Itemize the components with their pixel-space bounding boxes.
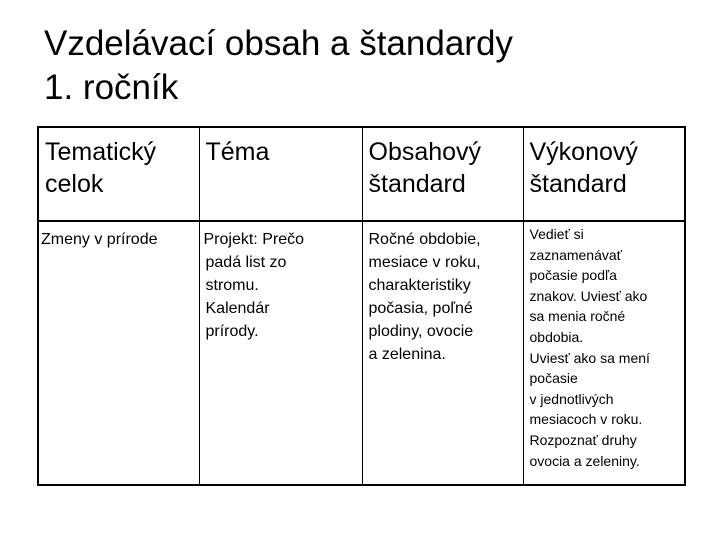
tema-line: stromu. — [205, 277, 259, 294]
table-header-row — [38, 127, 685, 221]
vykonovy-line: znakov. Uviesť ako — [529, 287, 648, 304]
vykonovy-line: Vedieť si — [529, 226, 584, 242]
table-cell — [38, 221, 199, 485]
obsahovy-line: Ročné obdobie, — [368, 231, 481, 248]
vykonovy-line: ovocia a zeleniny. — [529, 452, 640, 469]
header-cell — [38, 127, 199, 221]
vykonovy-line: počasie podľa — [529, 267, 617, 284]
header-obsahovy-standard: Obsahový štandard — [368, 138, 482, 198]
table-cell — [523, 221, 685, 485]
obsahovy-line: plodiny, ovocie — [368, 323, 474, 340]
vykonovy-line: sa menia ročné — [529, 308, 626, 325]
cell-obsahovy — [363, 222, 523, 366]
tema-line: prírody. — [205, 323, 259, 340]
vykonovy-line: obdobia. — [529, 328, 584, 345]
title-line-2: 1. ročník — [44, 68, 179, 107]
header-tema: Téma — [205, 138, 270, 166]
cell-celok: Zmeny v prírode — [41, 231, 158, 248]
page-title — [44, 22, 513, 110]
tema-line: padá list zo — [205, 254, 287, 271]
vykonovy-line: v jednotlivých — [529, 390, 614, 407]
tema-line: Kalendár — [205, 300, 270, 317]
vykonovy-line: Rozpoznať druhy — [529, 431, 637, 448]
header-cell — [199, 127, 362, 221]
vykonovy-line: Uviesť ako sa mení — [529, 349, 650, 366]
obsahovy-line: charakteristiky — [368, 277, 471, 294]
obsahovy-line: a zelenina. — [368, 346, 446, 363]
standards-table — [37, 126, 686, 486]
table-row — [38, 221, 685, 485]
obsahovy-line: mesiace v roku, — [368, 254, 481, 271]
title-line-1: Vzdelávací obsah a štandardy — [44, 24, 513, 63]
table-cell — [362, 221, 523, 485]
cell-vykonovy — [524, 222, 685, 471]
header-tematicky-celok: Tematický celok — [45, 138, 157, 198]
table-cell — [199, 221, 362, 485]
vykonovy-line: počasie — [529, 370, 578, 387]
header-vykonovy-standard: Výkonový štandard — [529, 138, 638, 198]
tema-line: Projekt: Prečo — [203, 231, 304, 248]
vykonovy-line: zaznamenávať — [529, 246, 622, 263]
header-cell — [523, 127, 685, 221]
header-cell — [362, 127, 523, 221]
cell-tema — [200, 222, 362, 343]
obsahovy-line: počasia, poľné — [368, 300, 473, 317]
vykonovy-line: mesiacoch v roku. — [529, 411, 643, 428]
